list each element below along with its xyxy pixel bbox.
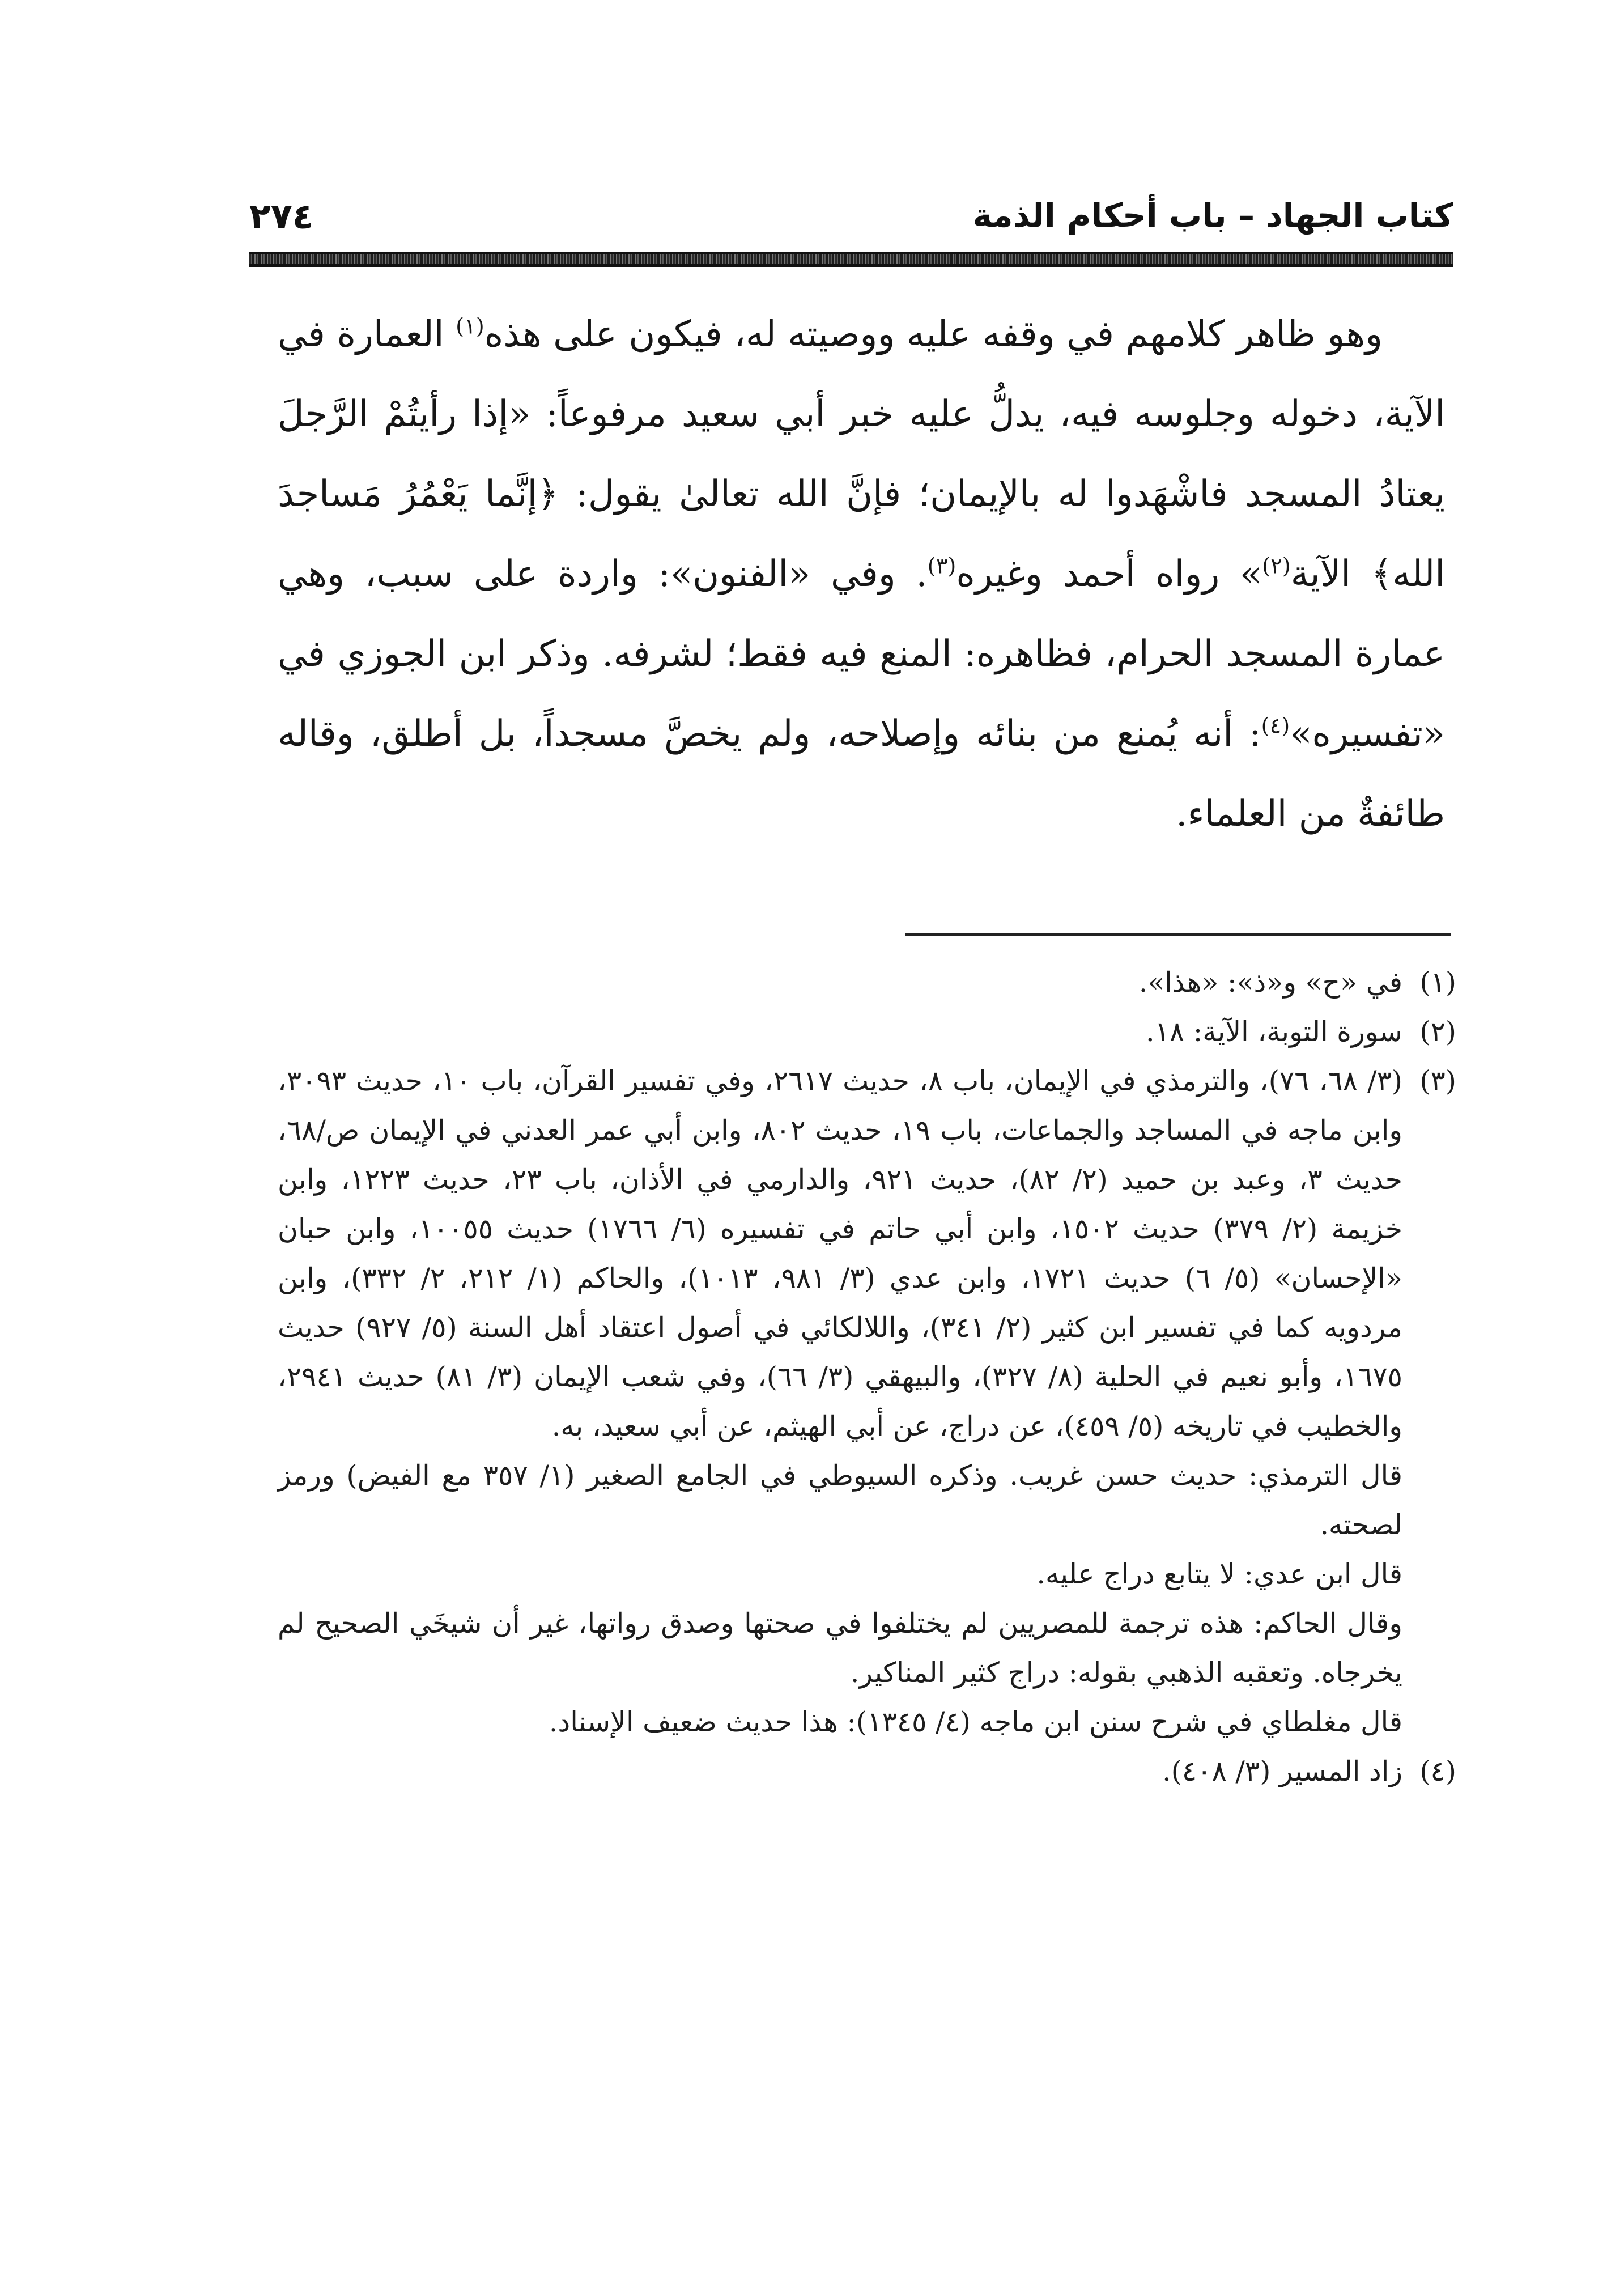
footnote-text: قال الترمذي: حديث حسن غريب. وذكره السيوطي في الجامع الصغير (١/ ٣٥٧ مع الفيض) ورمز لصحته. xyxy=(278,1459,1402,1541)
footnote-number: (١) xyxy=(1419,966,1456,999)
main-text-segment: . وفي «الفنون»: واردة على سبب، وهي عمارة المسجد الحرام، فظاهره: المنع فيه فقط؛ لشرفه. وذكر ابن الجوزي في «تفسيره» xyxy=(278,553,1446,755)
footnote-body xyxy=(278,1747,1402,1796)
main-paragraph xyxy=(278,295,1445,854)
footnote-ref-4: (٤) xyxy=(1261,713,1290,739)
header-rule xyxy=(249,252,1453,267)
main-text xyxy=(278,295,1445,854)
footnote-ref-3: (٣) xyxy=(927,553,956,579)
footnote-text: قال مغلطاي في شرح سنن ابن ماجه (٤/ ١٣٤٥): هذا حديث ضعيف الإسناد. xyxy=(549,1706,1402,1738)
footnote-ref-2: (٢) xyxy=(1262,553,1291,579)
footnote-4 xyxy=(278,1747,1456,1796)
footnote-text: في «ح» و«ذ»: «هذا». xyxy=(1138,966,1402,999)
footnote-body xyxy=(278,1007,1402,1056)
footnote-text: وقال الحاكم: هذه ترجمة للمصريين لم يختلفوا في صحتها وصدق رواتها، غير أن شيخَي الصحيح لم يخرجاه. وتعقبه الذهبي بقوله: دراج كثير المناكير. xyxy=(278,1607,1402,1689)
page-number: ٢٧٤ xyxy=(249,196,314,237)
footnote-number: (٣) xyxy=(1419,1065,1456,1097)
footnote-2 xyxy=(278,1007,1456,1056)
footnote-body xyxy=(278,1056,1402,1747)
footnote-text: (٣/ ٦٨، ٧٦)، والترمذي في الإيمان، باب ٨، حديث ٢٦١٧، وفي تفسير القرآن، باب ١٠، حديث ٣٠٩٣، وابن ماجه في المساجد والجماعات، باب ١٩، حديث ٨٠٢، وابن أبي عمر العدني في الإيمان ص/٦٨، حديث ٣، وعبد بن حميد (٢/ ٨٢)، حديث ٩٢١، والدارمي في الأذان، باب ٢٣، حديث ١٢٢٣، وابن خزيمة (٢/ ٣٧٩) حديث ١٥٠٢، وابن أبي حاتم في تفسيره (٦/ ١٧٦٦) حديث ١٠٠٥٥، وابن حبان «الإحسان» (٥/ ٦) حديث ١٧٢١، وابن عدي (٣/ ٩٨١، ١٠١٣)، والحاكم (١/ ٢١٢، ٢/ ٣٣٢)، وابن مردويه كما في تفسير ابن كثير (٢/ ٣٤١)، واللالكائي في أصول اعتقاد أهل السنة (٥/ ٩٢٧) حديث ١٦٧٥، وأبو نعيم في الحلية (٨/ ٣٢٧)، والبيهقي (٣/ ٦٦)، وفي شعب الإيمان (٣/ ٨١) حديث ٢٩٤١، والخطيب في تاريخه (٥/ ٤٥٩)، عن دراج، عن أبي الهيثم، عن أبي سعيد، به. xyxy=(278,1065,1403,1442)
footnote-1 xyxy=(278,958,1456,1007)
footnote-number: (٤) xyxy=(1419,1755,1456,1787)
footnote-text: قال ابن عدي: لا يتابع دراج عليه. xyxy=(1036,1558,1402,1590)
main-text-segment: » رواه أحمد وغيره xyxy=(956,553,1262,595)
footnote-3 xyxy=(278,1056,1456,1747)
footnote-separator xyxy=(905,933,1451,936)
footnotes xyxy=(278,958,1456,1796)
footnote-text: سورة التوبة، الآية: ١٨. xyxy=(1146,1016,1402,1048)
chapter-title: كتاب الجهاد – باب أحكام الذمة xyxy=(972,196,1453,235)
footnote-ref-1: (١) xyxy=(456,313,484,339)
main-text-segment: وهو ظاهر كلامهم في وقفه عليه ووصيته له، فيكون على هذه xyxy=(484,313,1383,355)
footnote-number: (٢) xyxy=(1419,1016,1456,1048)
running-header xyxy=(249,187,1453,249)
footnote-text: زاد المسير (٣/ ٤٠٨). xyxy=(1162,1755,1402,1787)
footnote-body xyxy=(278,958,1402,1007)
main-text-segment: : أنه يُمنع من بنائه وإصلاحه، ولم يخصَّ مسجداً، بل أطلق، وقاله طائفةٌ من العلماء. xyxy=(278,713,1445,835)
main-text-segment: العمارة في الآية، دخوله وجلوسه فيه، يدلُّ عليه خبر أبي سعيد مرفوعاً: «إذا رأيتُمْ الرَّجلَ يعتادُ المسجد فاشْهَدوا له بالإيمان؛ فإنَّ الله تعالىٰ يقول: ﴿إنَّما يَعْمُرُ مَساجدَ الله﴾ الآية xyxy=(278,313,1446,595)
